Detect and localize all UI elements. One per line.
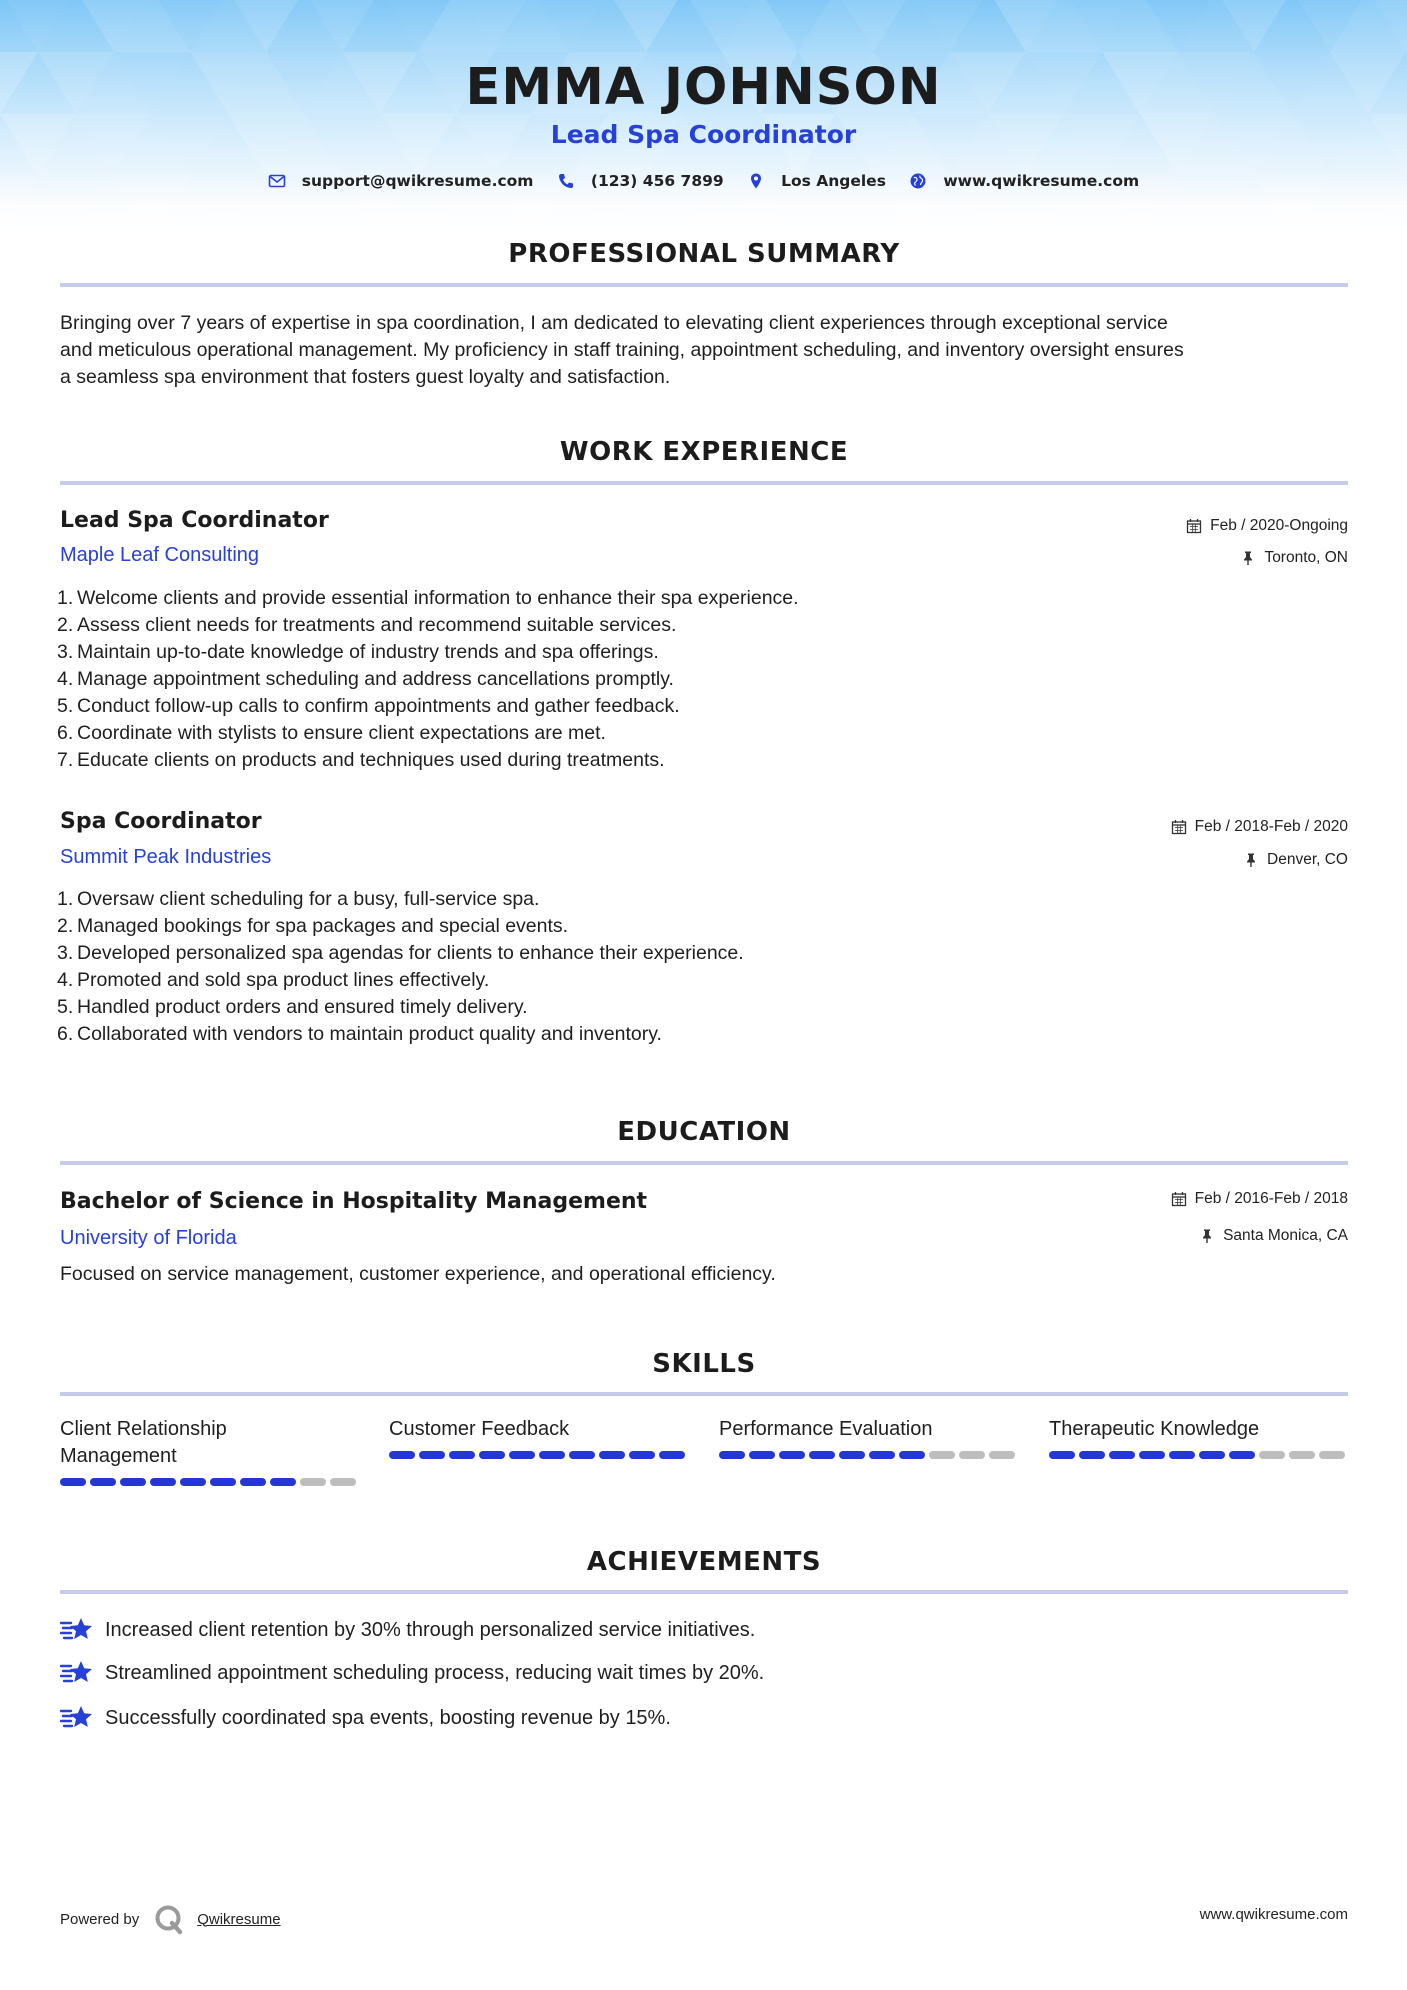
summary-divider <box>60 283 1348 287</box>
education-dates-text: Feb / 2016-Feb / 2018 <box>1194 1190 1348 1207</box>
skill-item <box>60 1416 360 1486</box>
achievement-text: Increased client retention by 30% through personalized service initiatives. <box>105 1618 756 1641</box>
list-item: 6. Collaborated with vendors to maintain product quality and inventory. <box>57 1023 662 1045</box>
skill-segment-filled <box>389 1451 415 1459</box>
footer-website[interactable]: www.qwikresume.com <box>1199 1906 1348 1923</box>
list-item: 7. Educate clients on products and techniques used during treatments. <box>57 749 665 771</box>
skill-segment-filled <box>899 1451 925 1459</box>
powered-by-label: Powered by <box>60 1910 140 1928</box>
experience-heading: WORK EXPERIENCE <box>559 437 849 467</box>
list-item: 3. Developed personalized spa agendas for clients to enhance their experience. <box>57 942 744 964</box>
contact-phone-text: (123) 456 7899 <box>590 172 724 190</box>
candidate-name: EMMA JOHNSON <box>465 58 942 117</box>
pushpin-icon <box>1199 1228 1215 1244</box>
summary-text <box>60 310 1350 391</box>
achievement-text: Streamlined appointment scheduling process, reducing wait times by 20%. <box>105 1661 765 1684</box>
list-item: 2. Managed bookings for spa packages and special events. <box>57 915 569 937</box>
skill-segment-filled <box>90 1478 116 1486</box>
education-school[interactable]: University of Florida <box>60 1227 237 1249</box>
summary-line: Bringing over 7 years of expertise in spa coordination, I am dedicated to elevating client experiences through exceptional service <box>60 312 1168 334</box>
list-item: 1. Oversaw client scheduling for a busy, full-service spa. <box>57 888 540 910</box>
skill-name-line: Client Relationship <box>60 1418 227 1440</box>
candidate-role: Lead Spa Coordinator <box>550 120 857 149</box>
skill-segment-filled <box>1109 1451 1135 1459</box>
skill-name <box>389 1416 689 1443</box>
skill-segment-filled <box>419 1451 445 1459</box>
skill-segment-filled <box>1079 1451 1105 1459</box>
skill-segment-filled <box>839 1451 865 1459</box>
education-heading: EDUCATION <box>617 1117 791 1147</box>
contact-website-text: www.qwikresume.com <box>943 172 1140 190</box>
skill-segment-filled <box>869 1451 895 1459</box>
skill-segment-filled <box>779 1451 805 1459</box>
calendar-icon <box>1171 819 1187 835</box>
envelope-icon <box>268 172 286 190</box>
education-location-text: Santa Monica, CA <box>1223 1227 1348 1244</box>
skill-segment-filled <box>1169 1451 1195 1459</box>
contact-location <box>747 172 886 190</box>
skill-segment-filled <box>240 1478 266 1486</box>
skill-segment-filled <box>569 1451 595 1459</box>
education-divider <box>60 1161 1348 1165</box>
skill-segment-filled <box>270 1478 296 1486</box>
achievement-item <box>60 1658 764 1688</box>
pushpin-icon <box>1243 852 1259 868</box>
list-item: 3. Maintain up-to-date knowledge of industry trends and spa offerings. <box>57 641 659 663</box>
skill-segment-filled <box>1049 1451 1075 1459</box>
skill-name-line: Performance Evaluation <box>719 1418 933 1440</box>
education-description: Focused on service management, customer experience, and operational efficiency. <box>60 1263 776 1285</box>
contact-phone[interactable] <box>557 172 724 190</box>
skill-segment-filled <box>719 1451 745 1459</box>
job-company[interactable]: Summit Peak Industries <box>60 846 272 868</box>
contact-website[interactable] <box>909 172 1139 190</box>
contact-location-text: Los Angeles <box>781 172 886 190</box>
job-dates <box>1186 517 1348 535</box>
skill-name <box>719 1416 1019 1443</box>
skill-segment-filled <box>1229 1451 1255 1459</box>
skill-segment-filled <box>599 1451 625 1459</box>
job-duties <box>57 886 744 1048</box>
skill-segment-filled <box>1199 1451 1225 1459</box>
skill-segment-filled <box>210 1478 236 1486</box>
skill-segment-filled <box>509 1451 535 1459</box>
contact-email[interactable] <box>268 172 534 190</box>
education-location <box>1199 1227 1348 1245</box>
qwikresume-logo-icon <box>153 1903 185 1935</box>
job-duties <box>57 585 799 774</box>
skill-segment-filled <box>120 1478 146 1486</box>
skill-segment-filled <box>749 1451 775 1459</box>
skill-segment-empty <box>1259 1451 1285 1459</box>
list-item: 4. Manage appointment scheduling and address cancellations promptly. <box>57 668 674 690</box>
skill-segment-filled <box>539 1451 565 1459</box>
phone-icon <box>557 172 575 190</box>
skill-level-bar <box>1049 1451 1349 1459</box>
skill-item <box>389 1416 689 1459</box>
shooting-star-icon <box>60 1703 94 1733</box>
job-dates-text: Feb / 2020-Ongoing <box>1210 517 1348 534</box>
skill-segment-empty <box>1319 1451 1345 1459</box>
skill-segment-empty <box>989 1451 1015 1459</box>
job-dates <box>1171 818 1348 836</box>
summary-heading: PROFESSIONAL SUMMARY <box>508 239 900 269</box>
summary-line: a seamless spa environment that fosters guest loyalty and satisfaction. <box>60 366 671 388</box>
achievement-item <box>60 1703 671 1733</box>
skill-name <box>1049 1416 1349 1443</box>
job-title: Lead Spa Coordinator <box>60 508 329 533</box>
skill-level-bar <box>60 1478 360 1486</box>
skill-segment-filled <box>180 1478 206 1486</box>
skill-name-line: Customer Feedback <box>389 1418 570 1440</box>
skill-segment-filled <box>479 1451 505 1459</box>
shooting-star-icon <box>60 1658 94 1688</box>
skill-segment-empty <box>330 1478 356 1486</box>
shooting-star-icon <box>60 1615 94 1645</box>
job-location <box>1243 851 1348 869</box>
education-dates <box>1171 1190 1348 1208</box>
skill-level-bar <box>389 1451 689 1459</box>
skill-segment-empty <box>929 1451 955 1459</box>
achievement-text: Successfully coordinated spa events, boosting revenue by 15%. <box>105 1706 671 1729</box>
skill-segment-filled <box>1139 1451 1165 1459</box>
education-degree: Bachelor of Science in Hospitality Management <box>60 1189 648 1214</box>
calendar-icon <box>1186 518 1202 534</box>
achievements-divider <box>60 1590 1348 1594</box>
summary-line: and meticulous operational management. My proficiency in staff training, appointment scheduling, and inventory oversight ensures <box>60 339 1184 361</box>
job-location-text: Denver, CO <box>1267 851 1348 868</box>
skill-name <box>60 1416 360 1470</box>
job-company[interactable]: Maple Leaf Consulting <box>60 544 260 566</box>
calendar-icon <box>1171 1191 1187 1207</box>
list-item: 1. Welcome clients and provide essential information to enhance their spa experience. <box>57 587 799 609</box>
experience-divider <box>60 481 1348 485</box>
list-item: 6. Coordinate with stylists to ensure client expectations are met. <box>57 722 606 744</box>
skill-item <box>1049 1416 1349 1459</box>
skills-divider <box>60 1392 1348 1396</box>
skill-segment-filled <box>150 1478 176 1486</box>
skill-segment-empty <box>959 1451 985 1459</box>
skill-segment-filled <box>449 1451 475 1459</box>
qwikresume-link[interactable]: Qwikresume <box>197 1910 281 1928</box>
job-location <box>1240 549 1348 567</box>
skill-level-bar <box>719 1451 1019 1459</box>
list-item: 2. Assess client needs for treatments and recommend suitable services. <box>57 614 677 636</box>
skill-name-line: Management <box>60 1445 177 1467</box>
achievement-item <box>60 1615 755 1645</box>
skill-segment-filled <box>809 1451 835 1459</box>
contact-bar <box>0 172 1407 194</box>
achievements-heading: ACHIEVEMENTS <box>586 1547 822 1577</box>
skill-segment-filled <box>629 1451 655 1459</box>
globe-icon <box>909 172 927 190</box>
job-title: Spa Coordinator <box>60 809 262 834</box>
map-pin-icon <box>747 172 765 190</box>
contact-email-text: support@qwikresume.com <box>301 172 534 190</box>
skill-segment-filled <box>60 1478 86 1486</box>
skill-item <box>719 1416 1019 1459</box>
skill-segment-filled <box>659 1451 685 1459</box>
skill-segment-empty <box>1289 1451 1315 1459</box>
skill-segment-empty <box>300 1478 326 1486</box>
pushpin-icon <box>1240 550 1256 566</box>
footer-powered <box>60 1903 281 1935</box>
skill-name-line: Therapeutic Knowledge <box>1049 1418 1260 1440</box>
list-item: 5. Handled product orders and ensured timely delivery. <box>57 996 528 1018</box>
list-item: 5. Conduct follow-up calls to confirm appointments and gather feedback. <box>57 695 680 717</box>
list-item: 4. Promoted and sold spa product lines effectively. <box>57 969 490 991</box>
skills-heading: SKILLS <box>652 1349 756 1379</box>
job-location-text: Toronto, ON <box>1264 549 1348 566</box>
job-dates-text: Feb / 2018-Feb / 2020 <box>1194 818 1348 835</box>
